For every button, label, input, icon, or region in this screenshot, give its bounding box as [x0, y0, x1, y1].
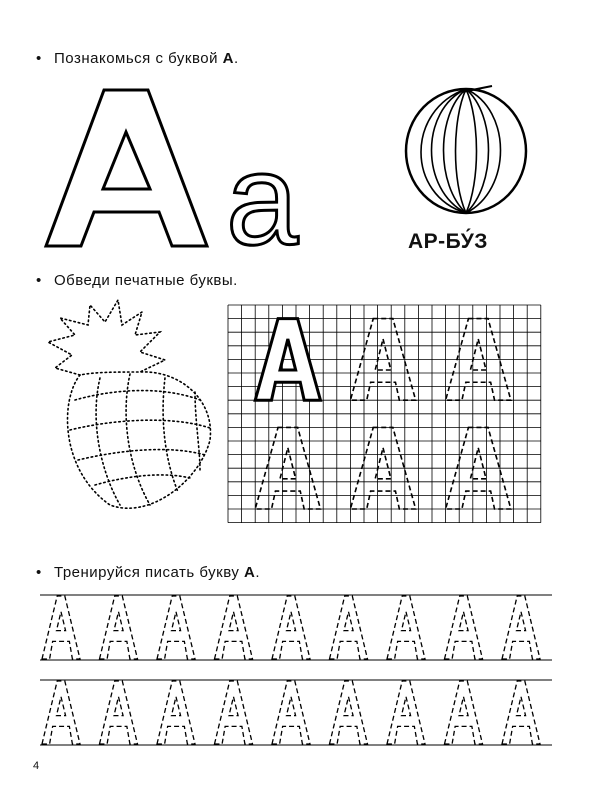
dashed-tracing-letter — [350, 427, 415, 509]
instruction-3-text: Тренируйся писать букву — [54, 564, 245, 581]
practice-tracing-letter — [445, 681, 483, 744]
instruction-1-letter: А — [222, 50, 234, 67]
practice-tracing-letter — [387, 596, 425, 659]
instruction-3-letter: А — [244, 564, 256, 581]
dashed-tracing-letter — [446, 427, 511, 509]
practice-tracing-letter — [272, 681, 310, 744]
instruction-3-tail: . — [255, 564, 261, 581]
practice-tracing-letter — [42, 596, 80, 659]
practice-tracing-letter — [272, 596, 310, 659]
dashed-tracing-letter — [255, 427, 320, 509]
practice-tracing-letter — [157, 596, 195, 659]
practice-tracing-letter — [330, 681, 368, 744]
practice-tracing-letter — [100, 681, 138, 744]
page-number: 4 — [33, 760, 40, 772]
practice-tracing-letter — [215, 681, 253, 744]
practice-tracing-letter — [502, 681, 540, 744]
practice-tracing-letter — [387, 681, 425, 744]
practice-tracing-letter — [42, 681, 80, 744]
solid-letter — [255, 319, 320, 401]
practice-tracing-letter — [502, 596, 540, 659]
dashed-tracing-letter — [350, 319, 415, 401]
picture-word: АР-БУ́З — [408, 230, 488, 253]
instruction-1 — [36, 50, 239, 67]
practice-tracing-letter — [100, 596, 138, 659]
practice-tracing-letter — [215, 596, 253, 659]
bullet-icon: • — [36, 564, 42, 581]
instruction-1-text: Познакомься с буквой — [54, 50, 223, 67]
bullet-icon: • — [36, 50, 42, 67]
instruction-3 — [36, 564, 260, 581]
practice-tracing-letter — [157, 681, 195, 744]
instruction-1-tail: . — [233, 50, 239, 67]
practice-tracing-letter — [445, 596, 483, 659]
practice-tracing-letter — [330, 596, 368, 659]
big-uppercase-letter-text: А — [0, 0, 1, 1]
dashed-tracing-letter — [446, 319, 511, 401]
instruction-2-text: Обведи печатные буквы. — [54, 272, 238, 289]
big-lowercase-letter-text: а — [226, 126, 299, 272]
bullet-icon: • — [36, 272, 42, 289]
instruction-2 — [36, 272, 238, 289]
